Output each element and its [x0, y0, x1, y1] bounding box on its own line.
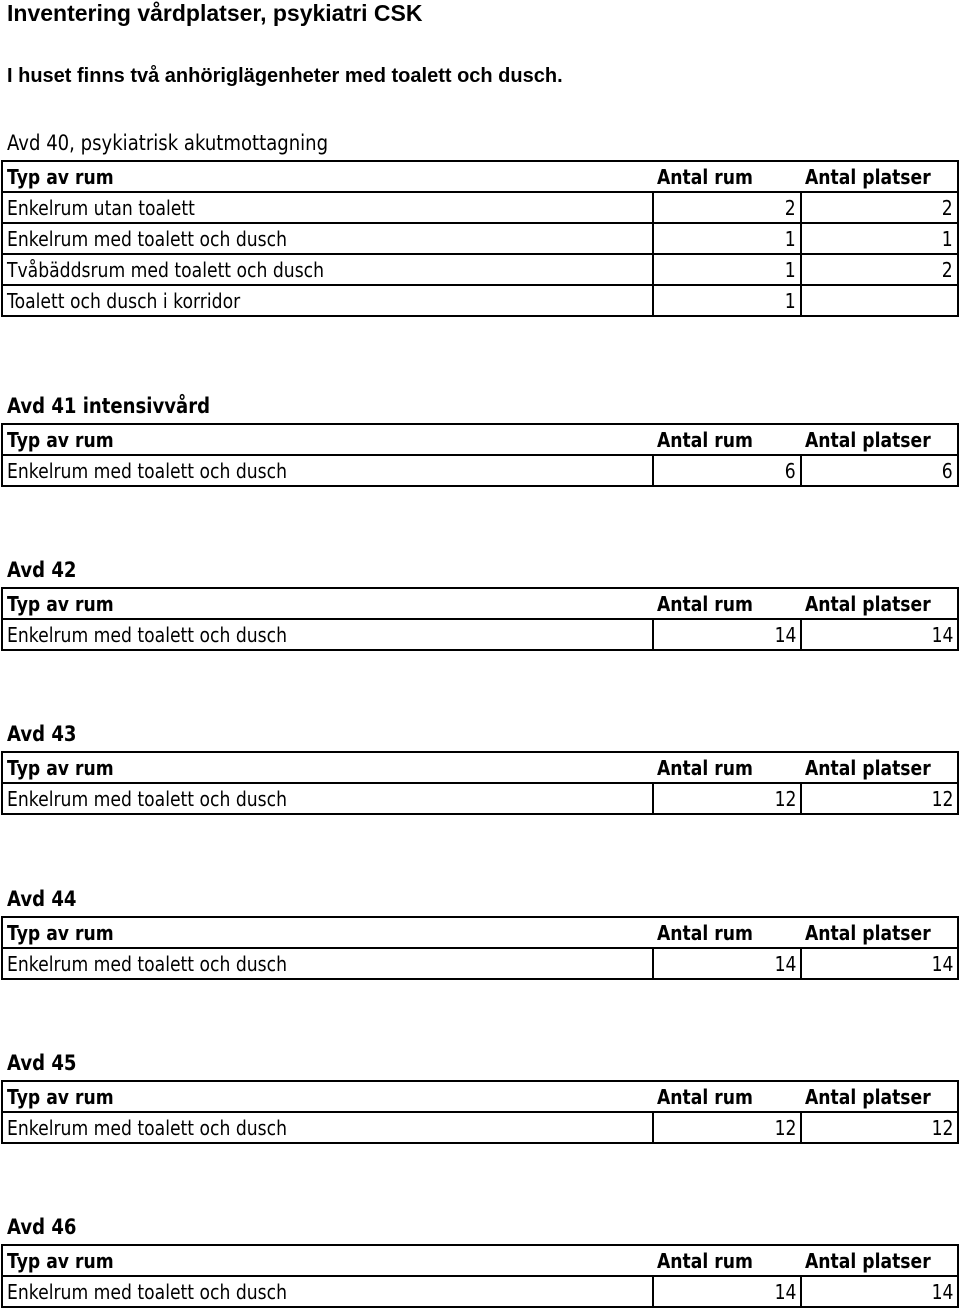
- cell-places: 6: [942, 458, 953, 483]
- header-rooms: Antal rum: [657, 427, 753, 452]
- intro-text: I huset finns två anhöriglägenheter med toalett och dusch.: [7, 65, 563, 87]
- table-row: [2, 619, 958, 650]
- table-row: [2, 223, 958, 254]
- header-rooms: Antal rum: [657, 1084, 753, 1109]
- table-header-row: [2, 161, 958, 192]
- table-row: [2, 1112, 958, 1143]
- cell-type: Enkelrum med toalett och dusch: [7, 1115, 288, 1140]
- table-avd-41: [1, 423, 959, 487]
- section-title-avd-42: Avd 42: [7, 558, 77, 582]
- header-type: Typ av rum: [7, 591, 114, 616]
- section-title-avd-40: Avd 40, psykiatrisk akutmottagning: [7, 131, 329, 155]
- cell-type: Enkelrum med toalett och dusch: [7, 458, 288, 483]
- section-title-avd-43: Avd 43: [7, 722, 77, 746]
- header-rooms: Antal rum: [657, 164, 753, 189]
- cell-rooms: 14: [774, 951, 796, 976]
- table-avd-45: [1, 1080, 959, 1144]
- header-places: Antal platser: [805, 755, 931, 780]
- cell-rooms: 12: [774, 1115, 796, 1140]
- table-avd-44: [1, 916, 959, 980]
- table-header-row: [2, 424, 958, 455]
- cell-places: 14: [931, 622, 953, 647]
- table-avd-42: [1, 587, 959, 651]
- header-places: Antal platser: [805, 591, 931, 616]
- header-places: Antal platser: [805, 920, 931, 945]
- table-row: [2, 455, 958, 486]
- header-rooms: Antal rum: [657, 591, 753, 616]
- cell-type: Toalett och dusch i korridor: [7, 288, 241, 313]
- cell-places: 12: [931, 786, 953, 811]
- table-header-row: [2, 1081, 958, 1112]
- table-header-row: [2, 917, 958, 948]
- section-title-avd-44: Avd 44: [7, 887, 77, 911]
- table-header-row: [2, 1245, 958, 1276]
- cell-places: 14: [931, 951, 953, 976]
- header-type: Typ av rum: [7, 920, 114, 945]
- header-rooms: Antal rum: [657, 1248, 753, 1273]
- header-places: Antal platser: [805, 164, 931, 189]
- section-title-avd-46: Avd 46: [7, 1215, 77, 1239]
- cell-type: Enkelrum med toalett och dusch: [7, 226, 288, 251]
- cell-places: 2: [942, 257, 953, 282]
- cell-type: Enkelrum utan toalett: [7, 195, 195, 220]
- cell-type: Enkelrum med toalett och dusch: [7, 1279, 288, 1304]
- table-row: [2, 192, 958, 223]
- header-type: Typ av rum: [7, 427, 114, 452]
- cell-places: 14: [931, 1279, 953, 1304]
- cell-places: 2: [942, 195, 953, 220]
- header-places: Antal platser: [805, 1084, 931, 1109]
- table-row: [2, 1276, 958, 1307]
- cell-rooms: 14: [774, 1279, 796, 1304]
- header-rooms: Antal rum: [657, 755, 753, 780]
- header-places: Antal platser: [805, 1248, 931, 1273]
- table-row: [2, 948, 958, 979]
- cell-rooms: 12: [774, 786, 796, 811]
- cell-rooms: 6: [785, 458, 796, 483]
- header-type: Typ av rum: [7, 1084, 114, 1109]
- header-type: Typ av rum: [7, 164, 114, 189]
- header-rooms: Antal rum: [657, 920, 753, 945]
- section-title-avd-45: Avd 45: [7, 1051, 77, 1075]
- table-header-row: [2, 588, 958, 619]
- cell-places: 12: [931, 1115, 953, 1140]
- table-row: [2, 285, 958, 316]
- cell-type: Enkelrum med toalett och dusch: [7, 951, 288, 976]
- cell-rooms: 1: [785, 226, 796, 251]
- table-avd-40: [1, 160, 959, 317]
- page-title: Inventering vårdplatser, psykiatri CSK: [7, 0, 423, 26]
- header-type: Typ av rum: [7, 755, 114, 780]
- table-row: [2, 254, 958, 285]
- cell-type: Tvåbäddsrum med toalett och dusch: [7, 257, 325, 282]
- cell-rooms: 1: [785, 257, 796, 282]
- table-avd-43: [1, 751, 959, 815]
- cell-rooms: 14: [774, 622, 796, 647]
- table-row: [2, 783, 958, 814]
- header-places: Antal platser: [805, 427, 931, 452]
- cell-places: 1: [942, 226, 953, 251]
- cell-type: Enkelrum med toalett och dusch: [7, 622, 288, 647]
- table-avd-46: [1, 1244, 959, 1308]
- cell-rooms: 2: [785, 195, 796, 220]
- cell-type: Enkelrum med toalett och dusch: [7, 786, 288, 811]
- table-header-row: [2, 752, 958, 783]
- cell-rooms: 1: [785, 288, 796, 313]
- section-title-avd-41: Avd 41 intensivvård: [7, 394, 211, 418]
- header-type: Typ av rum: [7, 1248, 114, 1273]
